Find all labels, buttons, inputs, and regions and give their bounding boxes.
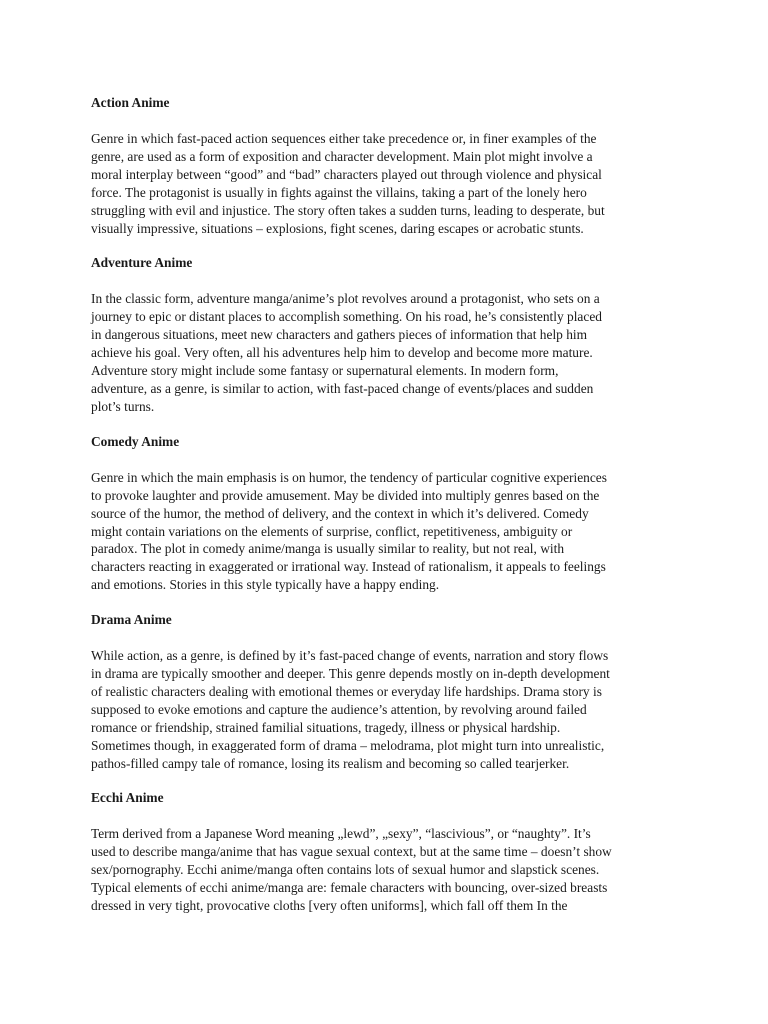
- section-ecchi-anime: [91, 789, 691, 915]
- section-paragraph: [91, 825, 691, 915]
- text-line: and emotions. Stories in this style typically have a happy ending.: [91, 577, 440, 593]
- section-paragraph: [91, 647, 691, 772]
- section-paragraph: [91, 130, 691, 237]
- text-line: moral interplay between “good” and “bad” characters played out through violence and physical: [91, 166, 602, 182]
- text-line: Sometimes though, in exaggerated form of drama – melodrama, plot might turn into unrealistic,: [91, 737, 605, 753]
- section-drama-anime: [91, 611, 691, 772]
- text-line: Typical elements of ecchi anime/manga are: female characters with bouncing, over-sized breasts: [91, 880, 608, 896]
- text-line: While action, as a genre, is defined by it’s fast-paced change of events, narration and story flows: [91, 648, 609, 664]
- section-heading: Action Anime: [91, 95, 170, 110]
- section-heading: Ecchi Anime: [91, 790, 164, 806]
- section-paragraph: [91, 290, 691, 415]
- text-line: of realistic characters dealing with emotional themes or everyday life hardships. Drama story is: [91, 683, 602, 699]
- text-line: used to describe manga/anime that has vague sexual context, but at the same time – doesn’t show: [91, 844, 612, 860]
- text-line: romance or friendship, strained familial situations, tragedy, illness or physical hardship.: [91, 719, 561, 735]
- text-line: struggling with evil and injustice. The story often takes a sudden turns, leading to desperate, but: [91, 202, 605, 218]
- section-heading: Comedy Anime: [91, 433, 180, 449]
- text-line: to provoke laughter and provide amusement. May be divided into multiply genres based on the: [91, 487, 600, 503]
- text-line: force. The protagonist is usually in fights against the villains, taking a part of the lonely hero: [91, 184, 587, 200]
- text-line: visually impressive, situations – explosions, fight scenes, daring escapes or acrobatic stunts.: [91, 220, 584, 236]
- text-line: achieve his goal. Very often, all his adventures help him to develop and become more mature.: [91, 345, 593, 361]
- text-line: sex/pornography. Ecchi anime/manga often contains lots of sexual humor and slapstick scenes.: [91, 862, 600, 878]
- section-paragraph: [91, 469, 691, 594]
- text-line: adventure, as a genre, is similar to action, with fast-paced change of events/places and sudden: [91, 380, 594, 396]
- section-adventure-anime: [91, 254, 691, 415]
- text-line: might contain variations on the elements of surprise, conflict, repetitiveness, ambiguity or: [91, 523, 573, 539]
- text-line: supposed to evoke emotions and capture the audience’s attention, by revolving around failed: [91, 701, 587, 717]
- section-heading: Adventure Anime: [91, 255, 193, 271]
- document-page: [91, 94, 691, 932]
- text-line: pathos-filled campy tale of romance, losing its realism and becoming so called tearjerker.: [91, 755, 570, 771]
- text-line: characters reacting in exaggerated or irrational way. Instead of rationalism, it appeals to feelings: [91, 559, 606, 575]
- section-comedy-anime: [91, 433, 691, 594]
- text-line: source of the humor, the method of delivery, and the context in which it’s delivered. Comedy: [91, 505, 589, 521]
- text-line: genre, are used as a form of exposition and character development. Main plot might involve a: [91, 148, 593, 164]
- text-line: paradox. The plot in comedy anime/manga is usually similar to reality, but not real, with: [91, 541, 565, 557]
- text-line: Adventure story might include some fantasy or supernatural elements. In modern form,: [91, 363, 559, 379]
- text-line: Genre in which the main emphasis is on humor, the tendency of particular cognitive experiences: [91, 469, 607, 485]
- text-line: plot’s turns.: [91, 398, 155, 414]
- text-line: In the classic form, adventure manga/anime’s plot revolves around a protagonist, who sets on a: [91, 291, 600, 307]
- text-line: Term derived from a Japanese Word meaning „lewd”, „sexy”, “lascivious”, or “naughty”. It’s: [91, 826, 591, 842]
- text-line: in dangerous situations, meet new characters and gathers pieces of information that help him: [91, 327, 588, 343]
- text-line: dressed in very tight, provocative cloths [very often uniforms], which fall off them In the: [91, 898, 568, 914]
- text-line: in drama are typically smoother and deeper. This genre depends mostly on in-depth development: [91, 666, 610, 682]
- text-line: Genre in which fast-paced action sequences either take precedence or, in finer examples of the: [91, 131, 597, 146]
- text-line: journey to epic or distant places to accomplish something. On his road, he’s consistently placed: [91, 309, 602, 325]
- section-heading: Drama Anime: [91, 612, 172, 628]
- section-action-anime: [91, 94, 691, 237]
